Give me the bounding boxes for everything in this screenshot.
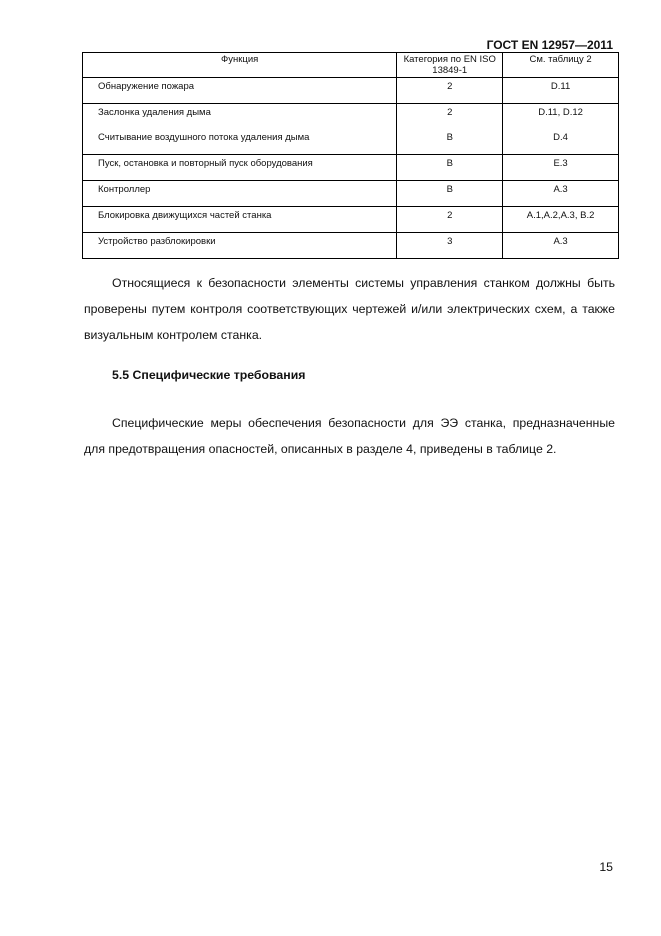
table-row: [83, 181, 619, 207]
cell-category: 3: [397, 233, 503, 259]
column-header-reference: См. таблицу 2: [503, 53, 619, 78]
table-row: [83, 78, 619, 104]
cell-function: Блокировка движущихся частей станка: [83, 207, 397, 233]
standard-code: ГОСТ EN 12957—2011: [486, 38, 613, 52]
cell-function: Пуск, остановка и повторный пуск оборудования: [83, 155, 397, 181]
cell-function: Контроллер: [83, 181, 397, 207]
table-row: [83, 104, 619, 130]
cell-category: B: [397, 181, 503, 207]
table-row: [83, 207, 619, 233]
cell-category: B: [397, 129, 503, 155]
section-heading: 5.5 Специфические требования: [112, 368, 306, 382]
table-row: [83, 233, 619, 259]
cell-function: Обнаружение пожара: [83, 78, 397, 104]
cell-category: 2: [397, 104, 503, 130]
verification-paragraph: Относящиеся к безопасности элементы системы управления станком должны быть проверены путем контроля соответствующих чертежей и/или электрических схем, а также визуальным контролем станка.: [84, 276, 615, 342]
cell-reference: D.11, D.12: [538, 107, 583, 118]
cell-reference: E.3: [503, 155, 619, 181]
table-row: [83, 155, 619, 181]
cell-reference: A.3: [553, 236, 568, 247]
cell-category: 2: [397, 78, 503, 104]
cell-reference: A.1,A.2,A.3, B.2: [503, 207, 619, 233]
column-header-function: Функция: [83, 53, 397, 78]
cell-function: Заслонка удаления дыма: [83, 104, 397, 130]
cell-category: 2: [397, 207, 503, 233]
column-header-category: Категория по EN ISO 13849-1: [397, 53, 503, 78]
page-number: 15: [599, 860, 613, 874]
cell-category: B: [397, 155, 503, 181]
cell-function: Устройство разблокировки: [83, 233, 397, 259]
cell-reference: D.4: [503, 129, 619, 155]
table-header-row: [83, 53, 619, 78]
table-row: [83, 129, 619, 155]
cell-reference: D.11: [503, 78, 619, 104]
safety-functions-table: [82, 52, 619, 259]
specific-measures-paragraph: Специфические меры обеспечения безопасности для ЭЭ станка, предназначенные для предотвращения опасностей, описанных в разделе 4, приведены в таблице 2.: [84, 416, 615, 456]
cell-function: Считывание воздушного потока удаления дыма: [83, 129, 397, 155]
cell-reference: A.3: [503, 181, 619, 207]
